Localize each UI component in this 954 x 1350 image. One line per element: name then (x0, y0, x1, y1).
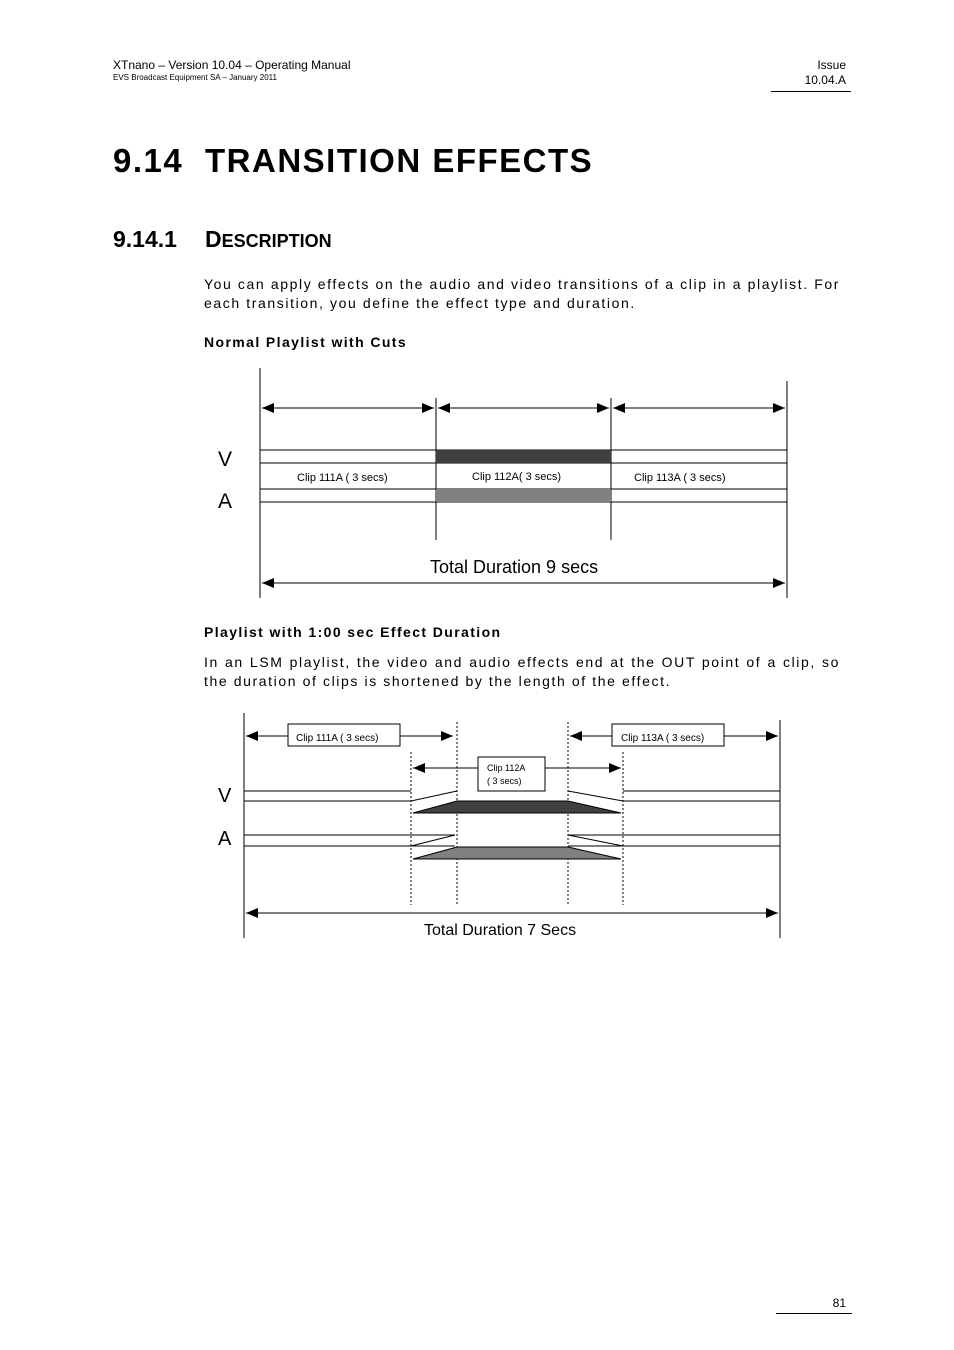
fig1-label-v: V (218, 448, 233, 471)
fig2-label-a: A (218, 828, 232, 850)
figure2-description: In an LSM playlist, the video and audio effects end at the OUT point of a clip, so the duration of clips is shortened by the length of the effect. (204, 654, 840, 689)
fig2-audio-bar (413, 847, 621, 859)
fig2-label-v: V (218, 785, 232, 807)
fig2-video-bar (413, 801, 621, 813)
subsection-title-rest: ESCRIPTION (221, 231, 332, 251)
section-number: 9.14 (113, 142, 184, 179)
issue-value: 10.04.A (804, 73, 846, 87)
subsection-number: 9.14.1 (113, 226, 177, 252)
fig1-clip3-label: Clip 113A ( 3 secs) (634, 472, 726, 484)
document-subtitle: EVS Broadcast Equipment SA – January 2011 (113, 73, 277, 82)
fig1-clip1-label: Clip 111A ( 3 secs) (297, 472, 388, 484)
fig2-clip2-label-line1: Clip 112A (487, 763, 526, 773)
fig1-label-a: A (218, 490, 233, 513)
section-title: TRANSITION EFFECTS (205, 142, 594, 179)
fig2-clip2-label-line2: ( 3 secs) (487, 776, 522, 786)
fig2-clip1-label: Clip 111A ( 3 secs) (296, 733, 379, 744)
page-number: 81 (832, 1296, 846, 1310)
footer-divider (776, 1313, 852, 1314)
subsection-title-initial: D (205, 226, 222, 252)
figure2-heading: Playlist with 1:00 sec Effect Duration (204, 624, 502, 640)
intro-paragraph: You can apply effects on the audio and video transitions of a clip in a playlist. For each transition, you define the effect type and duration. (204, 276, 840, 311)
figure1-heading: Normal Playlist with Cuts (204, 334, 408, 350)
document-title: XTnano – Version 10.04 – Operating Manual (113, 58, 351, 72)
fig2-clip3-label: Clip 113A ( 3 secs) (621, 733, 705, 744)
fig1-total-label: Total Duration 9 secs (430, 557, 599, 577)
fig2-total-label: Total Duration 7 Secs (424, 922, 577, 939)
fig1-clip2-label: Clip 112A( 3 secs) (472, 471, 562, 483)
issue-label: Issue (817, 58, 846, 72)
